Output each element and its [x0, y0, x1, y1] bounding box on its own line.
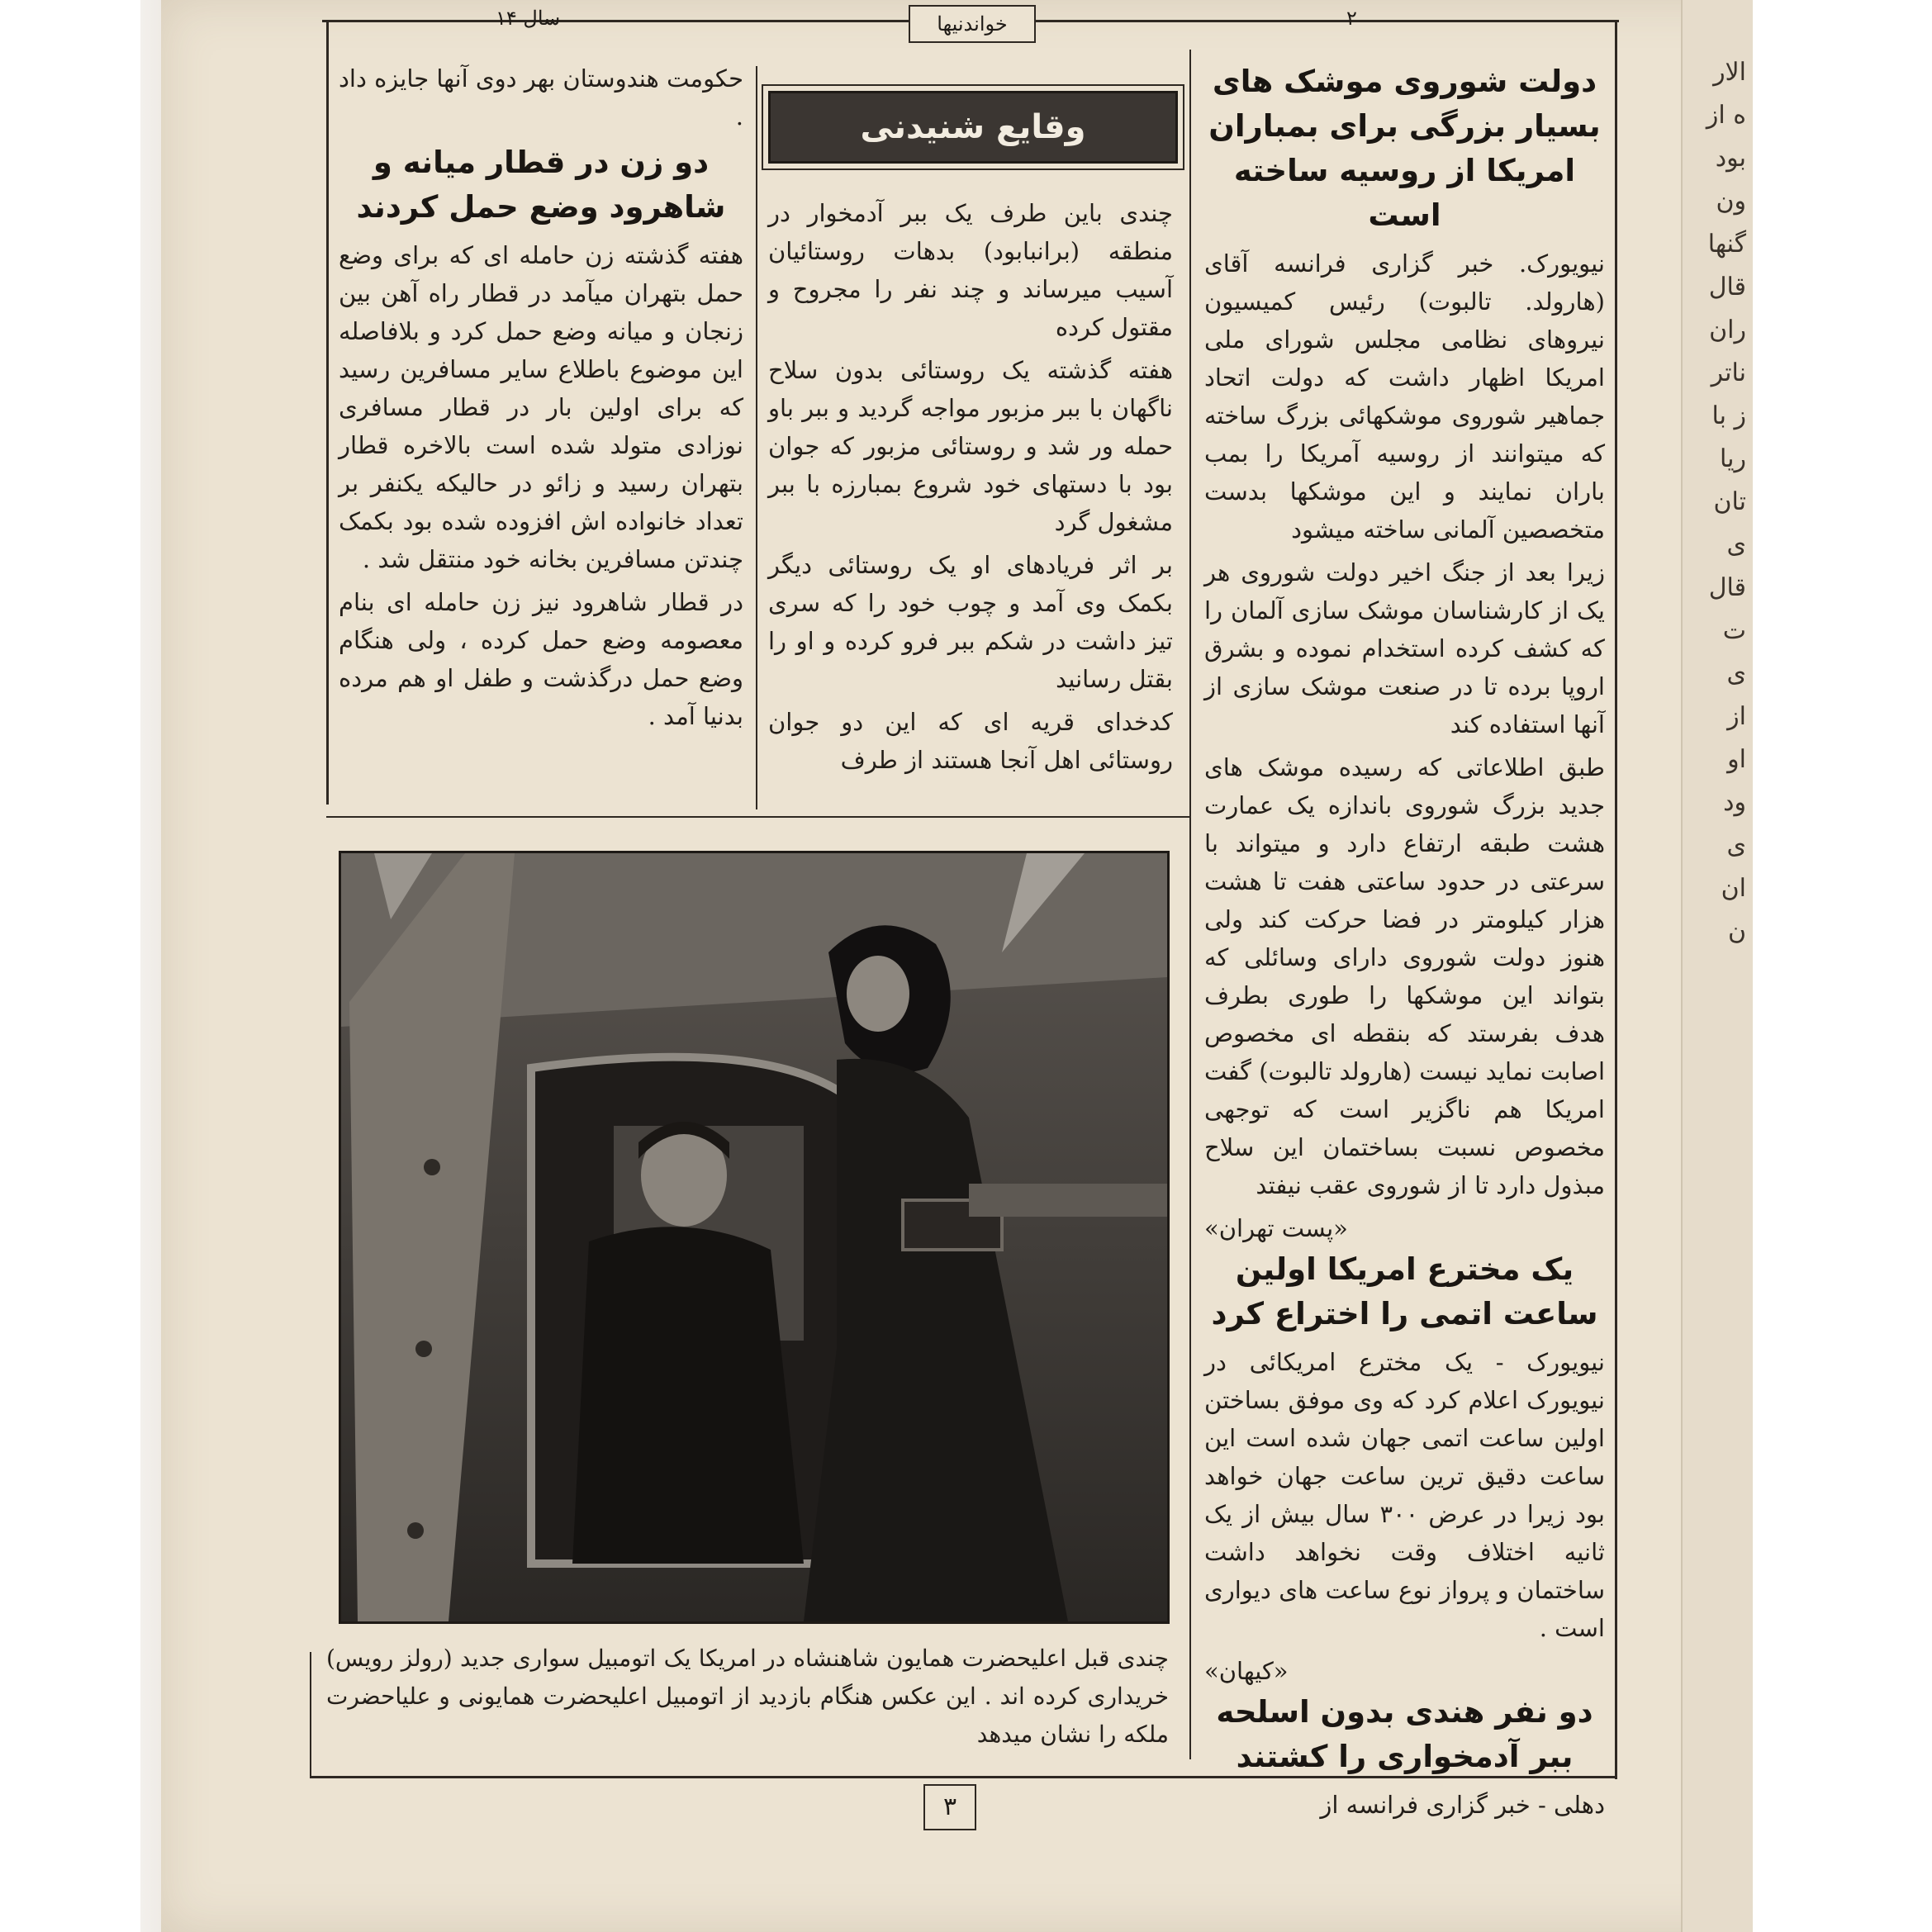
column-divider-right — [1189, 50, 1191, 1759]
middle-column — [768, 194, 1173, 784]
next-page-fragment: قال — [1708, 273, 1746, 301]
news-photo — [339, 851, 1170, 1624]
missile-paragraph: نیویورک. خبر گزاری فرانسه آقای (هارولد. تالبوت) رئیس کمیسیون نیروهای نظامی مجلس شورای ملی امریکا اظهار داشت که دولت اتحاد جماهیر شوروی موشکهائی بزرگ ساخته که میتوانند از روسیه آمریکا را بمب باران نمایند و این موشکها بدست متخصصین آلمانی ساخته میشود — [1204, 249, 1605, 544]
next-page-fragment: او — [1727, 745, 1746, 774]
next-page-fragment: ن — [1727, 917, 1746, 946]
next-page-fragment: بود — [1715, 144, 1746, 173]
next-page-fragment: ی — [1726, 530, 1746, 559]
header-year: سال ۱۴ — [496, 7, 561, 30]
tiger-story-ending: حکومت هندوستان بهر دوی آنها جایزه داد . — [339, 64, 743, 131]
next-page-fragment: قال — [1708, 573, 1746, 602]
next-page-fragment: ز با — [1711, 401, 1746, 430]
missile-source: «پست تهران» — [1204, 1214, 1348, 1242]
next-page-fragment: ران — [1709, 316, 1746, 344]
next-page-fragment: تان — [1713, 487, 1746, 516]
tiger-story-paragraph: هفته گذشته یک روستائی بدون سلاح ناگهان با ببر مزبور مواجه گردید و ببر باو حمله ور شد و روستائی مزبور که جوان بود با دستهای خود شروع بمبارزه با ببر مشغول گرد — [768, 356, 1173, 536]
photo-caption: چندی قبل اعلیحضرت همایون شاهنشاه در امریکا یک اتومبیل سواری جدید (رولز رویس) خریداری کرده اند . این عکس هنگام بازدید از اتومبیل اعلیحضرت همایونی و علیاحضرت ملکه را نشان میدهد — [326, 1645, 1169, 1748]
missile-paragraph: زیرا بعد از جنگ اخیر دولت شوروی هر یک از کارشناسان موشک سازی آلمان را که کشف کرده استخدام نموده و بشرق اروپا برده تا در صنعت موشک سازی از آنها استفاده کند — [1204, 558, 1605, 738]
caption-left-rule — [310, 1652, 311, 1776]
next-page-fragment: ون — [1716, 187, 1746, 216]
left-column — [339, 59, 743, 740]
column-divider-left — [756, 66, 757, 809]
missile-headline: دولت شوروی موشک های بسیار بزرگی برای بمباران امریکا از روسیه ساخته است — [1208, 64, 1601, 233]
next-page-fragment: ی — [1726, 659, 1746, 688]
next-page-fragment: ی — [1726, 831, 1746, 860]
next-page-fragment: الار — [1713, 58, 1746, 87]
atomic-clock-paragraph: نیویورک - یک مخترع امریکائی در نیویورک اعلام کرد که وی موفق بساختن اولین ساعت اتمی جهان شده است این ساعت دقیق ترین ساعت جهان خواهد بود زیرا در عرض ۳۰۰ سال بیش از یک ثانیه اختلاف وقت نخواهد داشت ساختمان و پرواز نوع ساعت های دیواری است . — [1204, 1348, 1605, 1642]
next-page-fragment: ناتر — [1711, 358, 1746, 387]
tiger-story-paragraph: بر اثر فریادهای او یک روستائی دیگر بکمک وی آمد و چوب خود را که سری تیز داشت در شکم ببر فرو کرده و او را بقتل رسانید — [768, 551, 1173, 693]
car-photo-illustration — [341, 853, 1167, 1621]
tiger-story-paragraph: کدخدای قریه ای که این دو جوان روستائی اهل آنجا هستند از طرف — [768, 708, 1173, 774]
train-birth-paragraph: در قطار شاهرود نیز زن حامله ای بنام معصومه وضع حمل کرده ، ولی هنگام وضع حمل درگذشت و طفل او هم مرده بدنیا آمد . — [339, 588, 743, 730]
photo-top-rule — [326, 816, 1189, 818]
left-column-rule — [326, 20, 329, 805]
next-page-fragment: ود — [1723, 788, 1746, 817]
atomic-clock-source: «کیهان» — [1204, 1657, 1289, 1685]
next-page-fragment: ان — [1721, 874, 1746, 903]
right-column — [1204, 59, 1605, 1829]
train-birth-paragraph: هفته گذشته زن حامله ای که برای وضع حمل بتهران میآمد در قطار راه آهن بین زنجان و میانه وضع حمل کرد و بلافاصله این موضوع باطلاع سایر مسافرین رسید که برای اولین بار در قطار مسافری نوزادی متولد شده است بالاخره قطار بتهران رسید و زائو در حالیکه یکنفر بر تعداد خانواده اش افزوده شده بود بکمک چندتن مسافرین بخانه خود منتقل شد . — [339, 241, 743, 573]
right-frame-rule — [1615, 20, 1617, 1779]
next-page-fragment: ت — [1722, 616, 1746, 645]
next-page-fragment: ریا — [1720, 444, 1746, 473]
tiger-story-paragraph: چندی باین طرف یک ببر آدمخوار در منطقه (برانبابود) بدهات روستائیان آسیب میرساند و چند نفر را مجروح و مقتول کرده — [768, 199, 1173, 341]
page-number: ۳ — [923, 1784, 976, 1830]
train-birth-headline: دو زن در قطار میانه و شاهرود وضع حمل کردند — [356, 145, 726, 225]
tiger-paragraph: دهلی - خبر گزاری فرانسه از — [1320, 1791, 1605, 1819]
next-page-fragment: ه از — [1706, 101, 1746, 130]
masthead-title: خواندنیها — [909, 5, 1036, 43]
next-page-fragment: گنها — [1707, 230, 1746, 259]
next-page-fragment: از — [1727, 702, 1746, 731]
atomic-clock-headline: یک مخترع امریکا اولین ساعت اتمی را اختراع کرد — [1211, 1251, 1598, 1332]
header-page-top: ۲ — [1346, 7, 1357, 30]
tiger-headline: دو نفر هندی بدون اسلحه ببر آدمخواری را کشتند — [1216, 1694, 1593, 1774]
section-title-box: وقایع شنیدنی — [768, 91, 1178, 164]
missile-paragraph: طبق اطلاعاتی که رسیده موشک های جدید بزرگ شوروی باندازه یک عمارت هشت طبقه ارتفاع دارد و میتواند با سرعتی در حدود ساعتی هفت تا هشت هزار کیلومتر در فضا حرکت کند ولی هنوز دولت شوروی دارای وسائلی که بتواند این موشکها را طوری بطرف هدف بفرستد که بنقطه ای مخصوص اصابت نماید نیست (هارولد تالبوت) گفت امریکا هم ناگزیر است که توجهی مخصوص نسبت بساختمان این سلاح مبذول دارد تا از شوروی عقب نیفتد — [1204, 753, 1605, 1199]
next-page-edge — [1681, 0, 1753, 1932]
